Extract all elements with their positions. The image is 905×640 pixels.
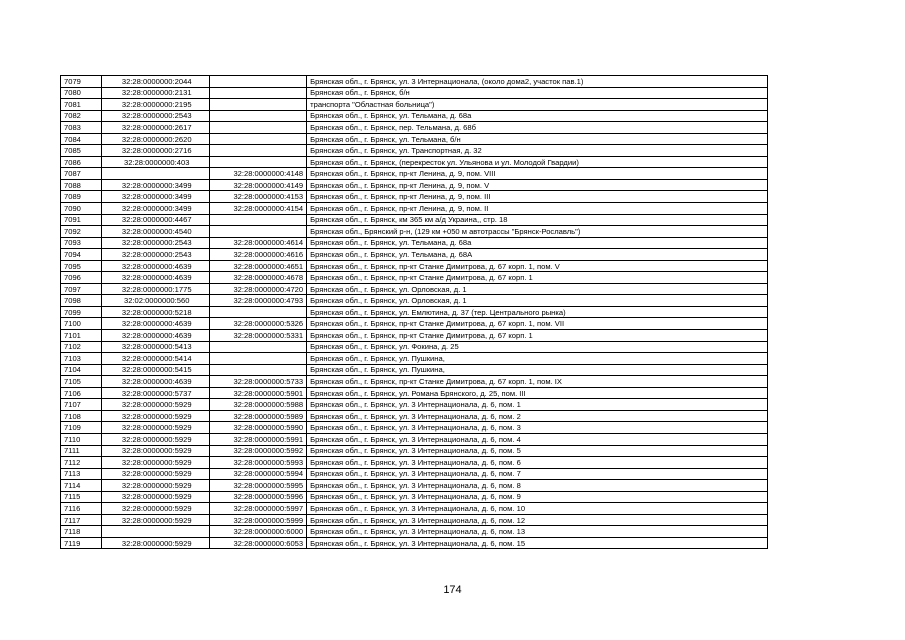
row-number-cell: 7101 bbox=[61, 330, 102, 342]
address-cell: Брянская обл., г. Брянск, б/н bbox=[307, 87, 768, 99]
address-cell: Брянская обл., г. Брянск, ул. 3 Интернационала, д. 6, пом. 15 bbox=[307, 537, 768, 549]
table-row bbox=[61, 399, 768, 411]
object-number-cell: 32:28:0000000:4720 bbox=[209, 283, 306, 295]
table-row bbox=[61, 318, 768, 330]
table-row bbox=[61, 122, 768, 134]
parcel-number-cell: 32:28:0000000:5929 bbox=[101, 480, 209, 492]
table-row bbox=[61, 330, 768, 342]
address-cell: Брянская обл., г. Брянск, ул. Романа Брянского, д. 25, пом. III bbox=[307, 387, 768, 399]
table-row bbox=[61, 410, 768, 422]
address-cell: Брянская обл., г. Брянск, пр-кт Станке Димитрова, д. 67 корп. 1, пом. IX bbox=[307, 376, 768, 388]
object-number-cell: 32:28:0000000:4793 bbox=[209, 295, 306, 307]
row-number-cell: 7087 bbox=[61, 168, 102, 180]
object-number-cell: 32:28:0000000:5999 bbox=[209, 514, 306, 526]
page-number: 174 bbox=[443, 584, 462, 596]
object-number-cell bbox=[209, 99, 306, 111]
address-cell: Брянская обл., г. Брянск, ул. 3 Интернационала, д. 6, пом. 12 bbox=[307, 514, 768, 526]
row-number-cell: 7082 bbox=[61, 110, 102, 122]
row-number-cell: 7098 bbox=[61, 295, 102, 307]
row-number-cell: 7096 bbox=[61, 272, 102, 284]
parcel-number-cell bbox=[101, 526, 209, 538]
table-row bbox=[61, 214, 768, 226]
object-number-cell: 32:28:0000000:6053 bbox=[209, 537, 306, 549]
parcel-number-cell: 32:28:0000000:2716 bbox=[101, 145, 209, 157]
parcel-number-cell: 32:28:0000000:403 bbox=[101, 156, 209, 168]
row-number-cell: 7117 bbox=[61, 514, 102, 526]
address-cell: Брянская обл., г. Брянск, ул. 3 Интернационала, д. 6, пом. 4 bbox=[307, 433, 768, 445]
row-number-cell: 7086 bbox=[61, 156, 102, 168]
parcel-number-cell: 32:28:0000000:2620 bbox=[101, 133, 209, 145]
address-cell: Брянская обл., г. Брянск, ул. Емлютина, д. 37 (тер. Центрального рынка) bbox=[307, 306, 768, 318]
object-number-cell: 32:28:0000000:5995 bbox=[209, 480, 306, 492]
row-number-cell: 7081 bbox=[61, 99, 102, 111]
row-number-cell: 7112 bbox=[61, 457, 102, 469]
table-row bbox=[61, 387, 768, 399]
object-number-cell bbox=[209, 226, 306, 238]
row-number-cell: 7100 bbox=[61, 318, 102, 330]
row-number-cell: 7103 bbox=[61, 353, 102, 365]
row-number-cell: 7093 bbox=[61, 237, 102, 249]
address-cell: Брянская обл., г. Брянск, ул. Фокина, д. 25 bbox=[307, 341, 768, 353]
object-number-cell: 32:28:0000000:5901 bbox=[209, 387, 306, 399]
parcel-number-cell: 32:28:0000000:4467 bbox=[101, 214, 209, 226]
parcel-number-cell: 32:28:0000000:3499 bbox=[101, 203, 209, 215]
object-number-cell: 32:28:0000000:4153 bbox=[209, 191, 306, 203]
object-number-cell: 32:28:0000000:5988 bbox=[209, 399, 306, 411]
row-number-cell: 7097 bbox=[61, 283, 102, 295]
row-number-cell: 7119 bbox=[61, 537, 102, 549]
registry-table-body bbox=[61, 76, 768, 549]
row-number-cell: 7115 bbox=[61, 491, 102, 503]
parcel-number-cell: 32:28:0000000:4639 bbox=[101, 330, 209, 342]
address-cell: Брянская обл., г. Брянск, ул. 3 Интернационала, д. 6, пом. 2 bbox=[307, 410, 768, 422]
address-cell: Брянская обл., г. Брянск, ул. 3 Интернационала, (около дома2, участок пав.1) bbox=[307, 76, 768, 88]
table-row bbox=[61, 503, 768, 515]
row-number-cell: 7095 bbox=[61, 260, 102, 272]
parcel-number-cell bbox=[101, 168, 209, 180]
parcel-number-cell: 32:28:0000000:5737 bbox=[101, 387, 209, 399]
registry-table bbox=[60, 75, 768, 549]
row-number-cell: 7094 bbox=[61, 249, 102, 261]
table-row bbox=[61, 491, 768, 503]
table-row bbox=[61, 514, 768, 526]
object-number-cell: 32:28:0000000:4149 bbox=[209, 179, 306, 191]
parcel-number-cell: 32:28:0000000:5929 bbox=[101, 410, 209, 422]
table-row bbox=[61, 341, 768, 353]
table-row bbox=[61, 110, 768, 122]
object-number-cell: 32:28:0000000:5989 bbox=[209, 410, 306, 422]
table-row bbox=[61, 272, 768, 284]
row-number-cell: 7111 bbox=[61, 445, 102, 457]
object-number-cell: 32:28:0000000:4616 bbox=[209, 249, 306, 261]
row-number-cell: 7089 bbox=[61, 191, 102, 203]
table-row bbox=[61, 306, 768, 318]
row-number-cell: 7113 bbox=[61, 468, 102, 480]
object-number-cell bbox=[209, 364, 306, 376]
table-row bbox=[61, 226, 768, 238]
parcel-number-cell: 32:28:0000000:5929 bbox=[101, 433, 209, 445]
object-number-cell bbox=[209, 76, 306, 88]
address-cell: Брянская обл., г. Брянск, пр-кт Ленина, д. 9, пом. V bbox=[307, 179, 768, 191]
address-cell: транспорта "Областная больница") bbox=[307, 99, 768, 111]
address-cell: Брянская обл., г. Брянск, пер. Тельмана, д. 68б bbox=[307, 122, 768, 134]
parcel-number-cell: 32:28:0000000:5218 bbox=[101, 306, 209, 318]
row-number-cell: 7091 bbox=[61, 214, 102, 226]
object-number-cell bbox=[209, 353, 306, 365]
parcel-number-cell: 32:28:0000000:4639 bbox=[101, 272, 209, 284]
table-row bbox=[61, 480, 768, 492]
address-cell: Брянская обл., г. Брянск, ул. 3 Интернационала, д. 6, пом. 6 bbox=[307, 457, 768, 469]
address-cell: Брянская обл., г. Брянск, пр-кт Станке Димитрова, д. 67 корп. 1, пом. VII bbox=[307, 318, 768, 330]
address-cell: Брянская обл., г. Брянск, (перекресток ул. Ульянова и ул. Молодой Гвардии) bbox=[307, 156, 768, 168]
table-row bbox=[61, 145, 768, 157]
table-row bbox=[61, 87, 768, 99]
object-number-cell: 32:28:0000000:4678 bbox=[209, 272, 306, 284]
row-number-cell: 7085 bbox=[61, 145, 102, 157]
address-cell: Брянская обл., г. Брянск, пр-кт Ленина, д. 9, пом. VIII bbox=[307, 168, 768, 180]
parcel-number-cell: 32:28:0000000:2044 bbox=[101, 76, 209, 88]
address-cell: Брянская обл., г. Брянск, пр-кт Станке Димитрова, д. 67 корп. 1 bbox=[307, 272, 768, 284]
object-number-cell: 32:28:0000000:4148 bbox=[209, 168, 306, 180]
object-number-cell: 32:28:0000000:5997 bbox=[209, 503, 306, 515]
row-number-cell: 7088 bbox=[61, 179, 102, 191]
parcel-number-cell: 32:28:0000000:5929 bbox=[101, 468, 209, 480]
parcel-number-cell: 32:28:0000000:2131 bbox=[101, 87, 209, 99]
row-number-cell: 7083 bbox=[61, 122, 102, 134]
object-number-cell bbox=[209, 122, 306, 134]
table-row bbox=[61, 249, 768, 261]
parcel-number-cell: 32:28:0000000:3499 bbox=[101, 179, 209, 191]
address-cell: Брянская обл., г. Брянск, ул. Тельмана, д. 68А bbox=[307, 249, 768, 261]
table-row bbox=[61, 99, 768, 111]
object-number-cell: 32:28:0000000:4154 bbox=[209, 203, 306, 215]
parcel-number-cell: 32:28:0000000:5413 bbox=[101, 341, 209, 353]
object-number-cell bbox=[209, 306, 306, 318]
parcel-number-cell: 32:28:0000000:3499 bbox=[101, 191, 209, 203]
address-cell: Брянская обл., Брянский р-н, (129 км +050 м автотрассы "Брянск-Рославль") bbox=[307, 226, 768, 238]
parcel-number-cell: 32:28:0000000:5414 bbox=[101, 353, 209, 365]
table-row bbox=[61, 260, 768, 272]
parcel-number-cell: 32:28:0000000:5929 bbox=[101, 445, 209, 457]
address-cell: Брянская обл., г. Брянск, ул. Транспортная, д. 32 bbox=[307, 145, 768, 157]
parcel-number-cell: 32:28:0000000:5929 bbox=[101, 537, 209, 549]
row-number-cell: 7104 bbox=[61, 364, 102, 376]
row-number-cell: 7109 bbox=[61, 422, 102, 434]
table-row bbox=[61, 76, 768, 88]
table-row bbox=[61, 283, 768, 295]
object-number-cell: 32:28:0000000:4651 bbox=[209, 260, 306, 272]
parcel-number-cell: 32:28:0000000:4639 bbox=[101, 260, 209, 272]
row-number-cell: 7080 bbox=[61, 87, 102, 99]
parcel-number-cell: 32:28:0000000:2617 bbox=[101, 122, 209, 134]
row-number-cell: 7084 bbox=[61, 133, 102, 145]
parcel-number-cell: 32:28:0000000:5929 bbox=[101, 399, 209, 411]
row-number-cell: 7090 bbox=[61, 203, 102, 215]
object-number-cell bbox=[209, 214, 306, 226]
table-row bbox=[61, 353, 768, 365]
object-number-cell: 32:28:0000000:5326 bbox=[209, 318, 306, 330]
parcel-number-cell: 32:28:0000000:5929 bbox=[101, 457, 209, 469]
table-row bbox=[61, 237, 768, 249]
object-number-cell: 32:28:0000000:5996 bbox=[209, 491, 306, 503]
object-number-cell: 32:28:0000000:5331 bbox=[209, 330, 306, 342]
table-row bbox=[61, 445, 768, 457]
object-number-cell: 32:28:0000000:5990 bbox=[209, 422, 306, 434]
row-number-cell: 7114 bbox=[61, 480, 102, 492]
table-row bbox=[61, 168, 768, 180]
table-row bbox=[61, 457, 768, 469]
address-cell: Брянская обл., г. Брянск, пр-кт Станке Димитрова, д. 67 корп. 1, пом. V bbox=[307, 260, 768, 272]
object-number-cell: 32:28:0000000:5991 bbox=[209, 433, 306, 445]
address-cell: Брянская обл., г. Брянск, ул. 3 Интернационала, д. 6, пом. 5 bbox=[307, 445, 768, 457]
address-cell: Брянская обл., г. Брянск, ул. 3 Интернационала, д. 6, пом. 10 bbox=[307, 503, 768, 515]
address-cell: Брянская обл., г. Брянск, ул. Тельмана, д. 68а bbox=[307, 110, 768, 122]
parcel-number-cell: 32:28:0000000:2543 bbox=[101, 237, 209, 249]
object-number-cell bbox=[209, 87, 306, 99]
address-cell: Брянская обл., г. Брянск, ул. Орловская, д. 1 bbox=[307, 283, 768, 295]
address-cell: Брянская обл., г. Брянск, ул. 3 Интернационала, д. 6, пом. 3 bbox=[307, 422, 768, 434]
object-number-cell: 32:28:0000000:5992 bbox=[209, 445, 306, 457]
parcel-number-cell: 32:28:0000000:1775 bbox=[101, 283, 209, 295]
object-number-cell bbox=[209, 133, 306, 145]
row-number-cell: 7092 bbox=[61, 226, 102, 238]
parcel-number-cell: 32:28:0000000:2543 bbox=[101, 249, 209, 261]
parcel-number-cell: 32:28:0000000:5929 bbox=[101, 514, 209, 526]
object-number-cell bbox=[209, 156, 306, 168]
parcel-number-cell: 32:28:0000000:5929 bbox=[101, 491, 209, 503]
address-cell: Брянская обл., г. Брянск, ул. Пушкина, bbox=[307, 364, 768, 376]
table-row bbox=[61, 422, 768, 434]
address-cell: Брянская обл., г. Брянск, ул. 3 Интернационала, д. 6, пом. 9 bbox=[307, 491, 768, 503]
parcel-number-cell: 32:28:0000000:4639 bbox=[101, 318, 209, 330]
table-row bbox=[61, 537, 768, 549]
parcel-number-cell: 32:28:0000000:2543 bbox=[101, 110, 209, 122]
table-row bbox=[61, 133, 768, 145]
table-row bbox=[61, 376, 768, 388]
row-number-cell: 7116 bbox=[61, 503, 102, 515]
parcel-number-cell: 32:28:0000000:5415 bbox=[101, 364, 209, 376]
address-cell: Брянская обл., г. Брянск, км 365 км а/д Украина,, стр. 18 bbox=[307, 214, 768, 226]
table-row bbox=[61, 295, 768, 307]
row-number-cell: 7110 bbox=[61, 433, 102, 445]
object-number-cell bbox=[209, 145, 306, 157]
parcel-number-cell: 32:28:0000000:4540 bbox=[101, 226, 209, 238]
address-cell: Брянская обл., г. Брянск, ул. 3 Интернационала, д. 6, пом. 7 bbox=[307, 468, 768, 480]
row-number-cell: 7108 bbox=[61, 410, 102, 422]
address-cell: Брянская обл., г. Брянск, ул. 3 Интернационала, д. 6, пом. 13 bbox=[307, 526, 768, 538]
address-cell: Брянская обл., г. Брянск, ул. Пушкина, bbox=[307, 353, 768, 365]
table-row bbox=[61, 364, 768, 376]
row-number-cell: 7099 bbox=[61, 306, 102, 318]
object-number-cell: 32:28:0000000:6000 bbox=[209, 526, 306, 538]
row-number-cell: 7106 bbox=[61, 387, 102, 399]
object-number-cell: 32:28:0000000:5994 bbox=[209, 468, 306, 480]
address-cell: Брянская обл., г. Брянск, ул. Тельмана, д. 68а bbox=[307, 237, 768, 249]
row-number-cell: 7118 bbox=[61, 526, 102, 538]
address-cell: Брянская обл., г. Брянск, ул. 3 Интернационала, д. 6, пом. 8 bbox=[307, 480, 768, 492]
parcel-number-cell: 32:28:0000000:2195 bbox=[101, 99, 209, 111]
address-cell: Брянская обл., г. Брянск, ул. 3 Интернационала, д. 6, пом. 1 bbox=[307, 399, 768, 411]
object-number-cell: 32:28:0000000:5993 bbox=[209, 457, 306, 469]
parcel-number-cell: 32:28:0000000:5929 bbox=[101, 503, 209, 515]
parcel-number-cell: 32:02:0000000:560 bbox=[101, 295, 209, 307]
row-number-cell: 7102 bbox=[61, 341, 102, 353]
object-number-cell bbox=[209, 110, 306, 122]
parcel-number-cell: 32:28:0000000:5929 bbox=[101, 422, 209, 434]
object-number-cell: 32:28:0000000:5733 bbox=[209, 376, 306, 388]
object-number-cell bbox=[209, 341, 306, 353]
address-cell: Брянская обл., г. Брянск, пр-кт Станке Димитрова, д. 67 корп. 1 bbox=[307, 330, 768, 342]
row-number-cell: 7105 bbox=[61, 376, 102, 388]
table-row bbox=[61, 191, 768, 203]
parcel-number-cell: 32:28:0000000:4639 bbox=[101, 376, 209, 388]
row-number-cell: 7107 bbox=[61, 399, 102, 411]
address-cell: Брянская обл., г. Брянск, ул. Орловская, д. 1 bbox=[307, 295, 768, 307]
address-cell: Брянская обл., г. Брянск, пр-кт Ленина, д. 9, пом. III bbox=[307, 191, 768, 203]
table-row bbox=[61, 203, 768, 215]
table-row bbox=[61, 156, 768, 168]
row-number-cell: 7079 bbox=[61, 76, 102, 88]
table-row bbox=[61, 468, 768, 480]
object-number-cell: 32:28:0000000:4614 bbox=[209, 237, 306, 249]
address-cell: Брянская обл., г. Брянск, пр-кт Ленина, д. 9, пом. II bbox=[307, 203, 768, 215]
table-row bbox=[61, 179, 768, 191]
table-row bbox=[61, 526, 768, 538]
table-row bbox=[61, 433, 768, 445]
address-cell: Брянская обл., г. Брянск, ул. Тельмана, б/н bbox=[307, 133, 768, 145]
